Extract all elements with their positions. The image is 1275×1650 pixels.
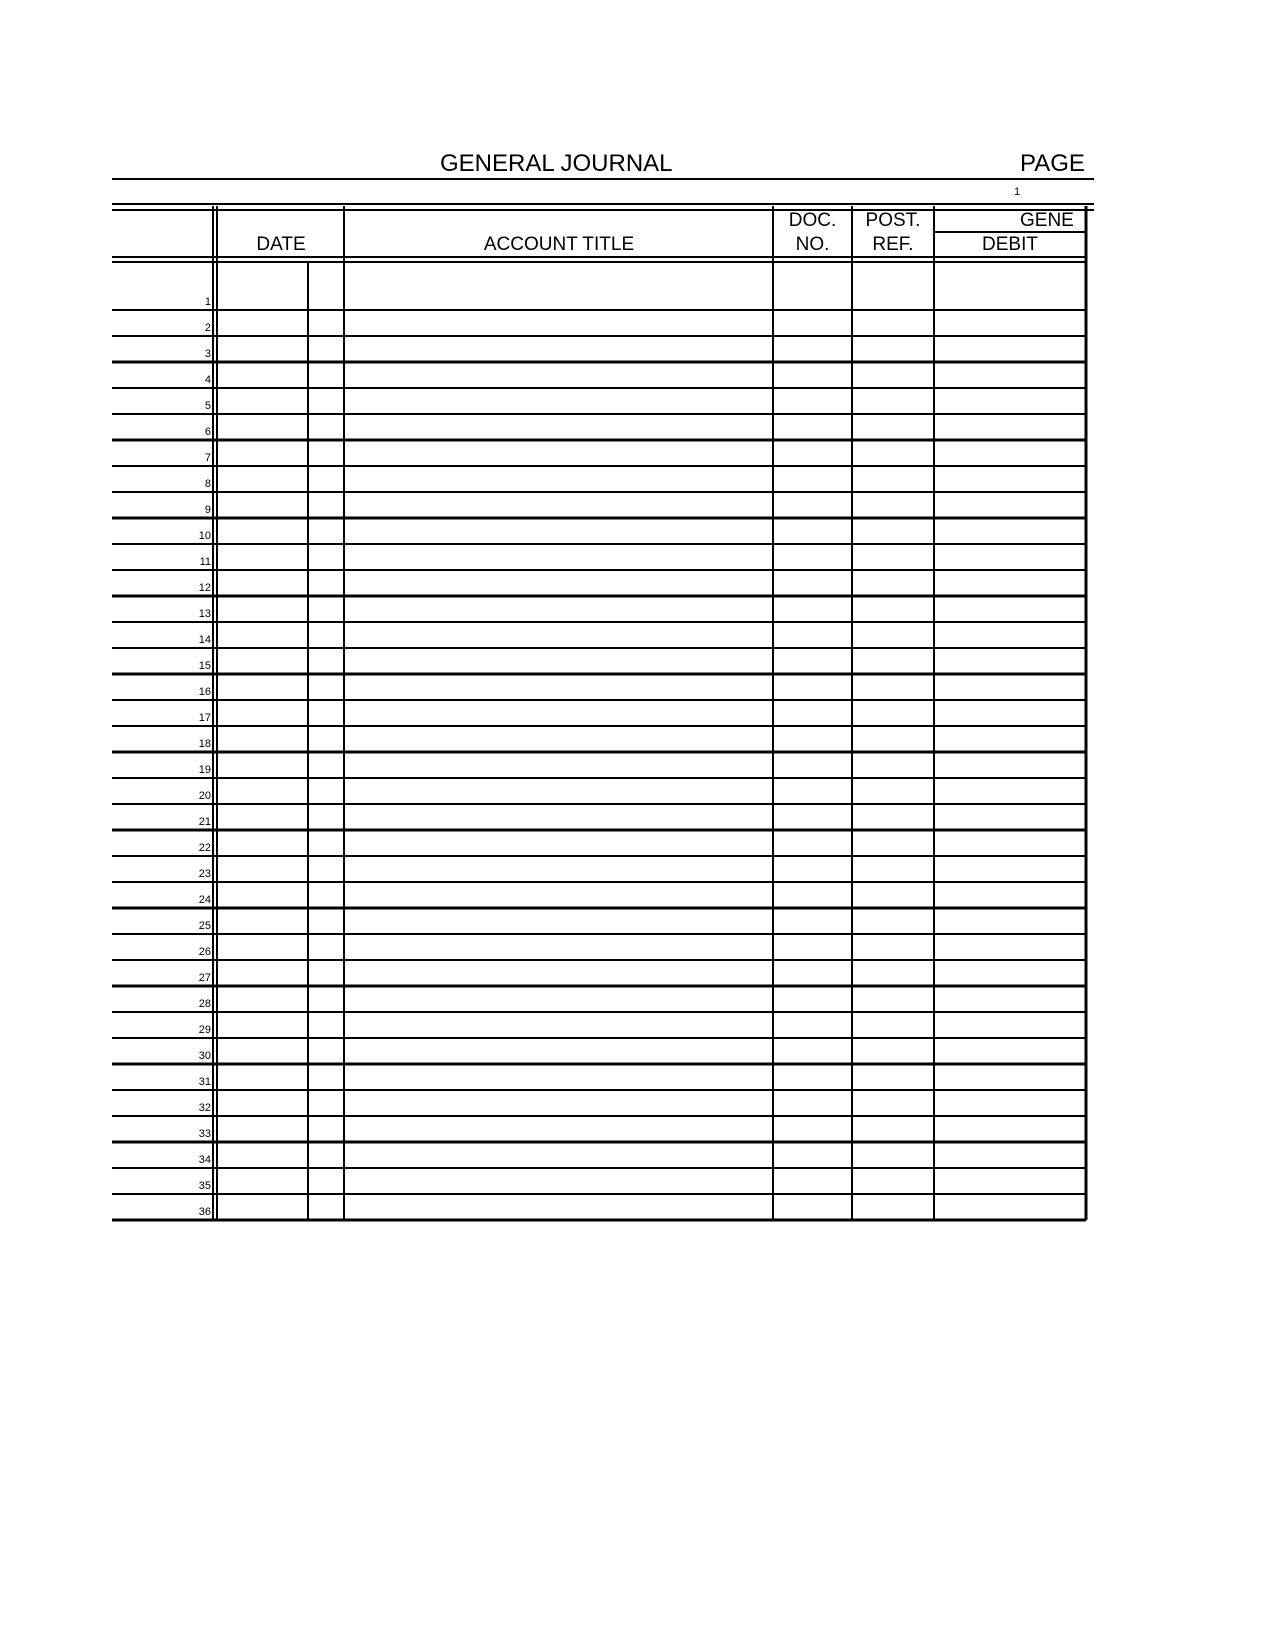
row-number: 24 bbox=[198, 894, 211, 906]
row-number: 19 bbox=[198, 764, 211, 776]
page-label: PAGE bbox=[1020, 150, 1085, 177]
row-number: 34 bbox=[198, 1154, 211, 1166]
row-number: 7 bbox=[204, 452, 211, 464]
row-number: 23 bbox=[198, 868, 211, 880]
row-number: 21 bbox=[198, 816, 211, 828]
debit-column-header: DEBIT bbox=[982, 234, 1038, 255]
post-ref-column-header-bottom: REF. bbox=[872, 234, 914, 255]
row-number: 35 bbox=[198, 1180, 211, 1192]
row-number: 6 bbox=[204, 426, 211, 438]
row-number: 32 bbox=[198, 1102, 211, 1114]
page-title: GENERAL JOURNAL bbox=[440, 150, 673, 177]
row-number: 14 bbox=[198, 634, 211, 646]
date-column-header: DATE bbox=[256, 234, 306, 255]
row-number: 36 bbox=[198, 1206, 211, 1218]
row-number: 13 bbox=[198, 608, 211, 620]
row-number: 28 bbox=[198, 998, 211, 1010]
row-number: 27 bbox=[198, 972, 211, 984]
row-number: 12 bbox=[198, 582, 211, 594]
row-number: 18 bbox=[198, 738, 211, 750]
row-number: 26 bbox=[198, 946, 211, 958]
row-number: 9 bbox=[204, 504, 211, 516]
row-number: 5 bbox=[204, 400, 211, 412]
page-number: 1 bbox=[1014, 186, 1021, 198]
row-number: 20 bbox=[198, 790, 211, 802]
row-number: 8 bbox=[204, 478, 211, 490]
row-number: 25 bbox=[198, 920, 211, 932]
row-number: 30 bbox=[198, 1050, 211, 1062]
row-number: 2 bbox=[204, 322, 211, 334]
post-ref-column-header-top: POST. bbox=[865, 210, 921, 231]
row-number: 29 bbox=[198, 1024, 211, 1036]
row-number: 4 bbox=[204, 374, 211, 386]
row-number: 22 bbox=[198, 842, 211, 854]
row-number: 10 bbox=[198, 530, 211, 542]
row-number: 1 bbox=[204, 296, 211, 308]
doc-column-header-top: DOC. bbox=[788, 210, 837, 231]
general-column-header: GENE bbox=[1020, 210, 1074, 231]
doc-column-header-bottom: NO. bbox=[795, 234, 830, 255]
row-number: 15 bbox=[198, 660, 211, 672]
row-number: 17 bbox=[198, 712, 211, 724]
row-number: 11 bbox=[199, 556, 211, 568]
row-number: 31 bbox=[198, 1076, 211, 1088]
row-number: 16 bbox=[198, 686, 211, 698]
row-number: 3 bbox=[204, 348, 211, 360]
row-number: 33 bbox=[198, 1128, 211, 1140]
account-title-column-header: ACCOUNT TITLE bbox=[483, 234, 635, 255]
